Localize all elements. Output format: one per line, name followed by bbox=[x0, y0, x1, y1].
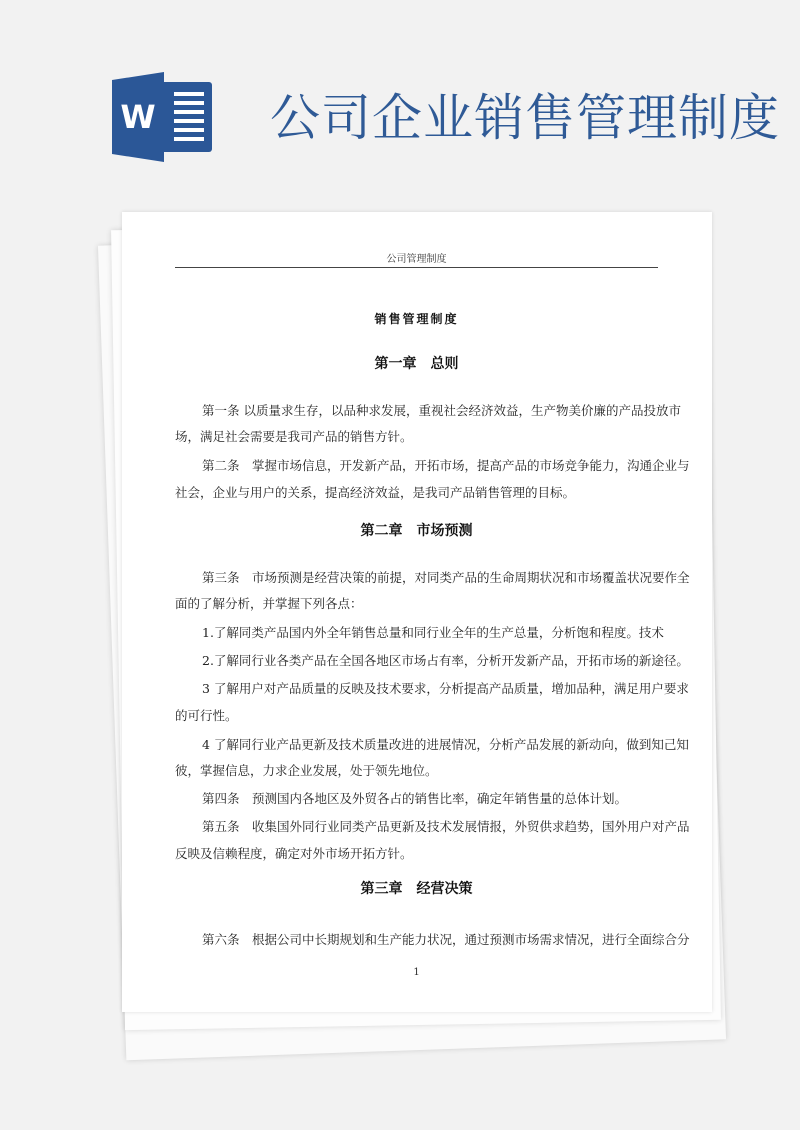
word-letter: W bbox=[120, 98, 156, 136]
paragraph-line: 第四条 预测国内各地区及外贸各占的销售比率，确定年销售量的总体计划。 bbox=[202, 791, 628, 806]
paragraph-line: 第一条 以质量求生存，以品种求发展，重视社会经济效益，生产物美价廉的产品投放市 bbox=[202, 403, 681, 418]
chapter-heading: 第二章 市场预测 bbox=[360, 523, 473, 539]
paragraph-line: 1.了解同类产品国内外全年销售总量和同行业全年的生产总量，分析饱和程度。技术 bbox=[202, 625, 664, 640]
paragraph-line: 4 了解同行业产品更新及技术质量改进的进展情况，分析产品发展的新动向，做到知己知 bbox=[202, 737, 689, 752]
chapter-heading: 第一章 总则 bbox=[374, 356, 459, 372]
paragraph-line: 社会，企业与用户的关系，提高经济效益，是我司产品销售管理的目标。 bbox=[175, 485, 576, 500]
chapter-heading: 第三章 经营决策 bbox=[360, 881, 473, 897]
paragraph-line: 2.了解同行业各类产品在全国各地区市场占有率，分析开发新产品，开拓市场的新途径。 bbox=[202, 653, 689, 668]
header-divider bbox=[175, 267, 658, 268]
paragraph-line: 反映及信赖程度，确定对外市场开拓方针。 bbox=[175, 846, 413, 861]
document-page bbox=[122, 212, 712, 1012]
paragraph-line: 的可行性。 bbox=[175, 708, 238, 723]
paragraph-line: 场，满足社会需要是我司产品的销售方针。 bbox=[175, 429, 413, 444]
page-header: 公司管理制度 bbox=[386, 254, 447, 265]
paragraph-line: 3 了解用户对产品质量的反映及技术要求，分析提高产品质量，增加品种，满足用户要求 bbox=[202, 681, 689, 696]
paragraph-line: 面的了解分析，并掌握下列各点： bbox=[175, 596, 363, 611]
banner-title: 公司企业销售管理制度 bbox=[270, 89, 780, 147]
document-title: 销售管理制度 bbox=[374, 312, 459, 326]
paragraph-line: 第六条 根据公司中长期规划和生产能力状况，通过预测市场需求情况，进行全面综合分 bbox=[202, 932, 690, 947]
page-number: 1 bbox=[413, 967, 420, 978]
paragraph-line: 第二条 掌握市场信息，开发新产品，开拓市场，提高产品的市场竞争能力，沟通企业与 bbox=[202, 458, 690, 473]
paragraph-line: 第五条 收集国外同行业同类产品更新及技术发展情报，外贸供求趋势，国外用户对产品 bbox=[202, 819, 690, 834]
paragraph-line: 第三条 市场预测是经营决策的前提，对同类产品的生命周期状况和市场覆盖状况要作全 bbox=[202, 570, 690, 585]
paragraph-line: 彼，掌握信息，力求企业发展，处于领先地位。 bbox=[175, 763, 438, 778]
word-document-icon bbox=[112, 72, 212, 162]
